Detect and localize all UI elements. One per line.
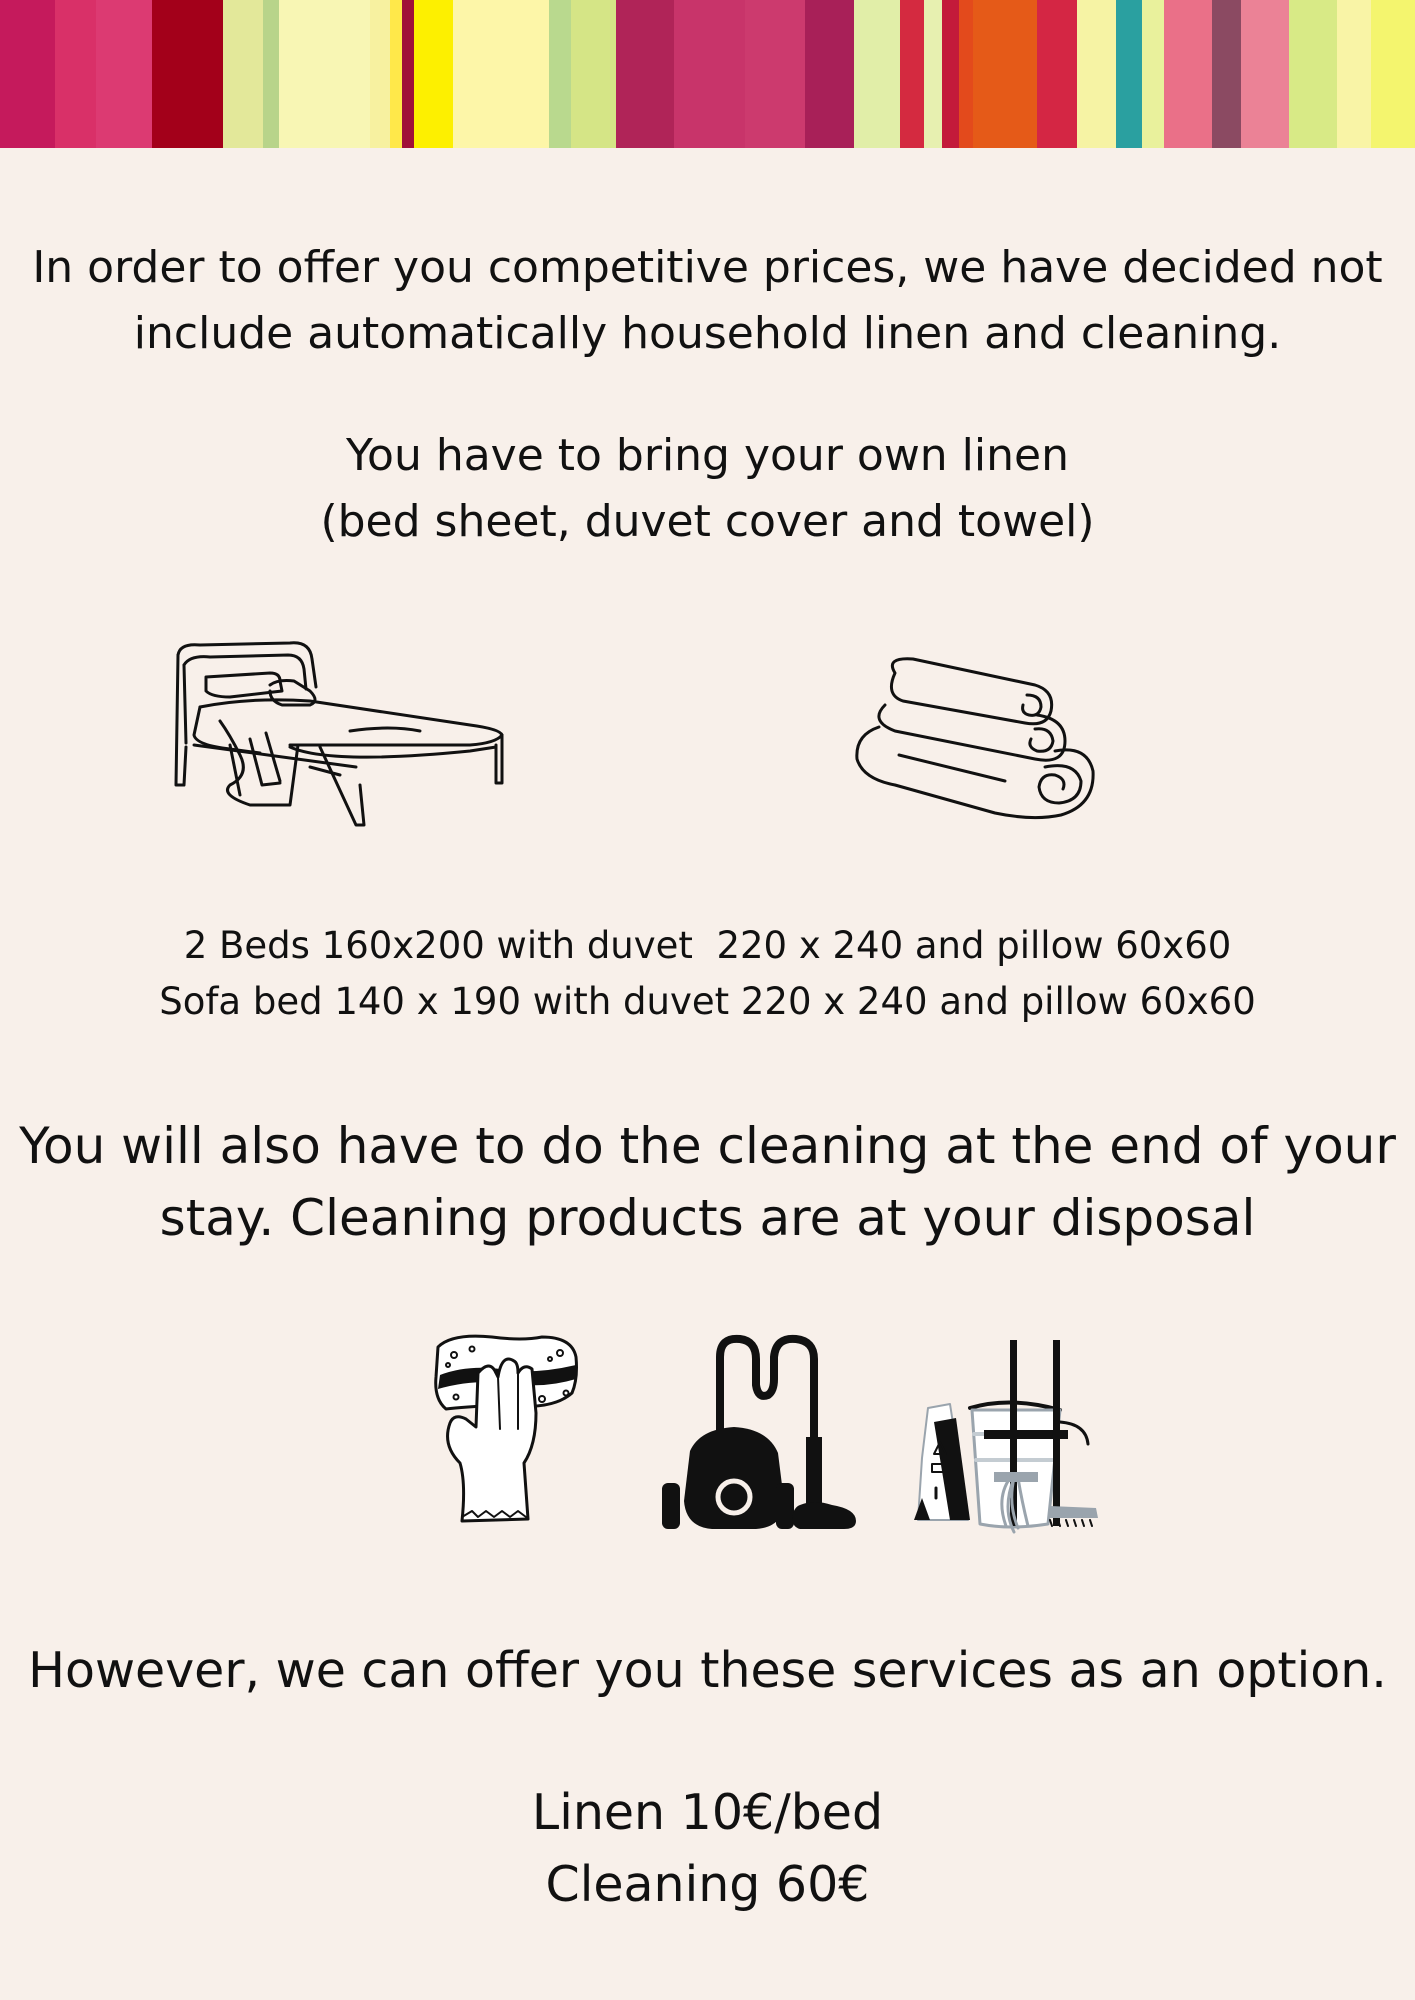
banner-stripe	[942, 0, 960, 148]
banner-stripe	[1241, 0, 1289, 148]
banner-stripe	[96, 0, 152, 148]
banner-stripe	[1164, 0, 1212, 148]
banner-stripe	[1371, 0, 1415, 148]
banner-stripe	[973, 0, 1037, 148]
banner-stripe	[263, 0, 279, 148]
banner-stripe	[453, 0, 548, 148]
gloved-hand-sponge-icon	[432, 1333, 580, 1529]
banner-stripe	[1337, 0, 1372, 148]
cleaning-notice-line-2: stay. Cleaning products are at your disposal	[159, 1189, 1256, 1247]
cleaning-notice-line-1: You will also have to do the cleaning at the end of your	[19, 1117, 1396, 1175]
banner-stripe	[55, 0, 97, 148]
banner-stripe	[0, 0, 55, 148]
intro-text	[0, 235, 1415, 367]
options-heading: However, we can offer you these services as an option.	[28, 1642, 1387, 1699]
banner-stripe	[414, 0, 454, 148]
linen-notice-line-1: You have to bring your own linen	[346, 430, 1069, 481]
linen-notice	[0, 423, 1415, 555]
banner-stripe	[1077, 0, 1117, 148]
linen-price: Linen 10€/bed	[531, 1784, 884, 1841]
banner-stripe	[1116, 0, 1142, 148]
banner-stripe	[616, 0, 674, 148]
banner-stripe	[402, 0, 414, 148]
banner-stripe	[1289, 0, 1337, 148]
banner-stripe	[1212, 0, 1242, 148]
option-prices	[0, 1777, 1415, 1921]
intro-line-2: include automatically household linen and cleaning.	[133, 308, 1282, 359]
bed-sizes	[0, 918, 1415, 1030]
banner-stripe	[900, 0, 924, 148]
linen-notice-line-2: (bed sheet, duvet cover and towel)	[320, 496, 1095, 547]
banner-stripe	[674, 0, 745, 148]
banner-stripe	[745, 0, 805, 148]
striped-banner	[0, 0, 1415, 148]
banner-stripe	[924, 0, 942, 148]
intro-line-1: In order to offer you competitive prices, we have decided not	[32, 242, 1383, 293]
banner-stripe	[1142, 0, 1164, 148]
banner-stripe	[571, 0, 617, 148]
banner-stripe	[370, 0, 390, 148]
bed-sizes-line-2: Sofa bed 140 x 190 with duvet 220 x 240 and pillow 60x60	[159, 980, 1256, 1023]
banner-stripe	[1037, 0, 1077, 148]
bed-sizes-line-1: 2 Beds 160x200 with duvet 220 x 240 and pillow 60x60	[183, 924, 1232, 967]
cleaning-price: Cleaning 60€	[545, 1856, 870, 1913]
banner-stripe	[854, 0, 900, 148]
mop-bucket-icon	[910, 1338, 1100, 1534]
bed-icon	[170, 635, 510, 845]
banner-stripe	[279, 0, 370, 148]
cleaning-notice	[0, 1110, 1415, 1254]
banner-stripe	[959, 0, 973, 148]
banner-stripe	[390, 0, 402, 148]
banner-stripe	[223, 0, 263, 148]
banner-stripe	[152, 0, 223, 148]
vacuum-cleaner-icon	[660, 1333, 860, 1531]
folded-towels-icon	[855, 655, 1100, 825]
banner-stripe	[549, 0, 571, 148]
banner-stripe	[805, 0, 855, 148]
